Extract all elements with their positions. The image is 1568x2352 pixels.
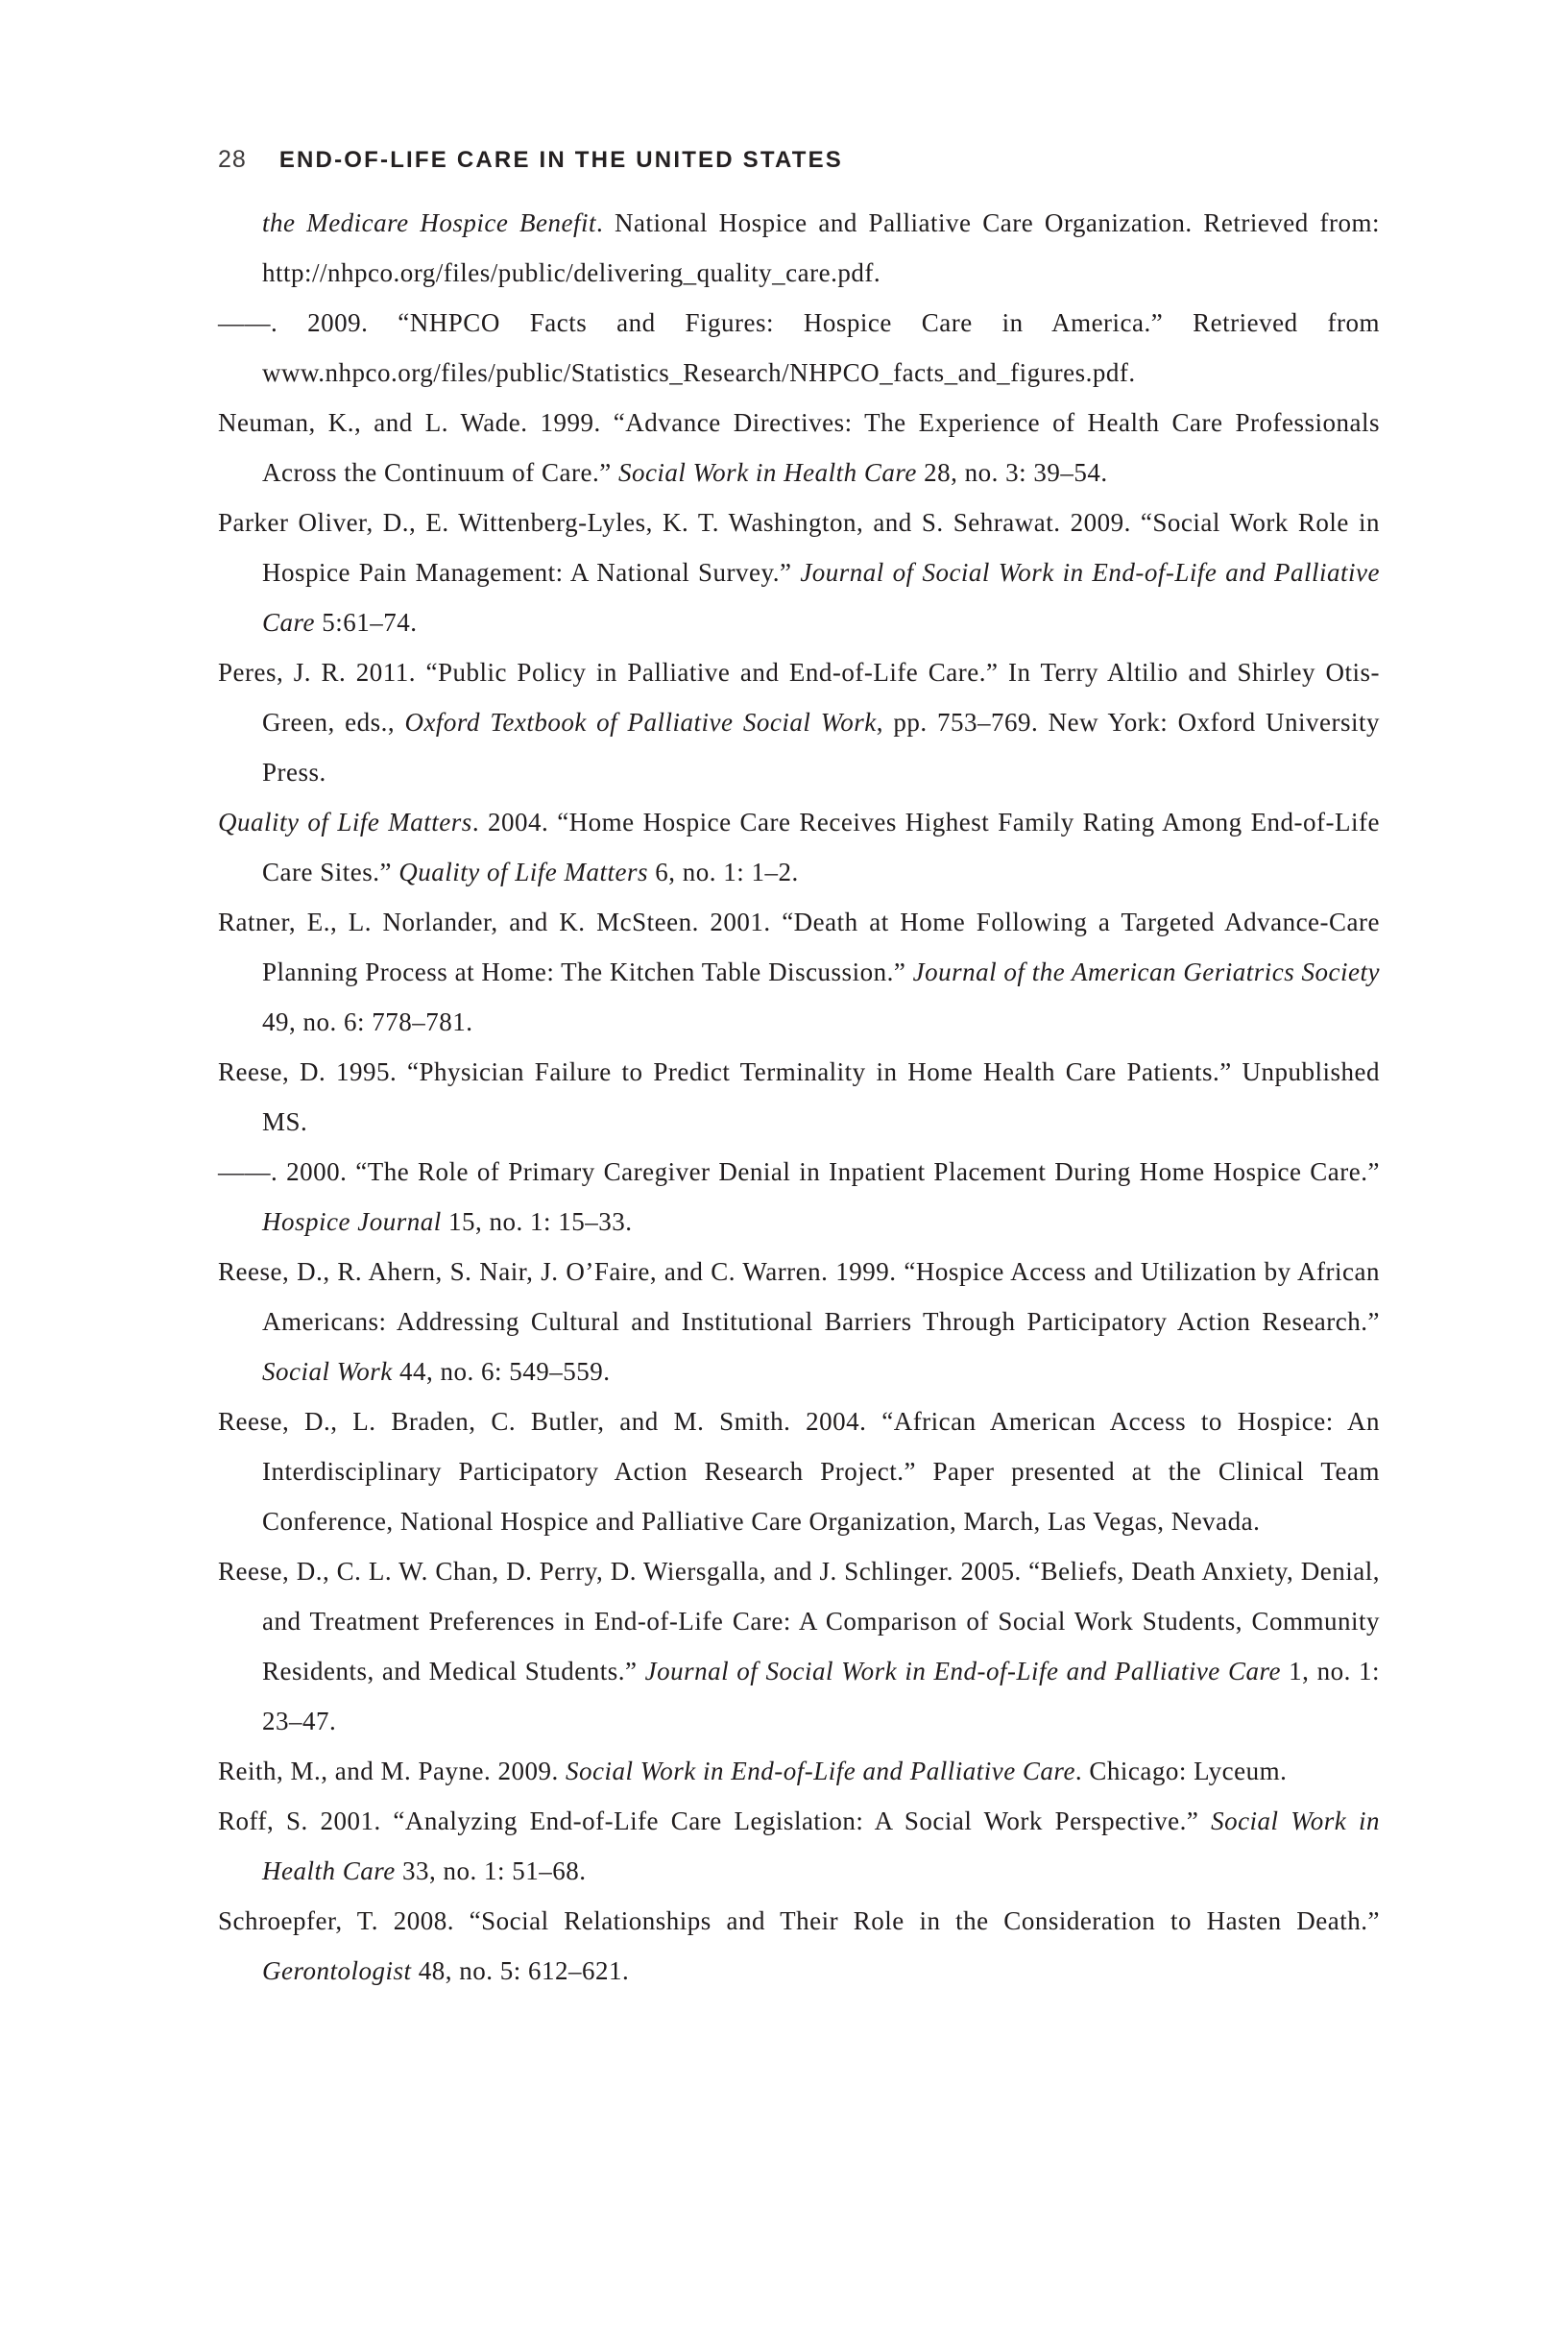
- reference-text: 1, no. 1: 23–47.: [262, 1657, 1380, 1735]
- reference-text: . Chicago: Lyceum.: [1074, 1757, 1288, 1785]
- reference-text: ——. 2009. “NHPCO Facts and Figures: Hospice Care in America.” Retrieved from www.nhpco.org/files/public/Statistics_Research/NHPCO_facts_and_figures.pdf.: [218, 308, 1380, 387]
- reference-entry: [218, 647, 1380, 797]
- reference-text: Schroepfer, T. 2008. “Social Relationships and Their Role in the Consideration to Hasten Death.”: [218, 1906, 1380, 1935]
- reference-text: 44, no. 6: 549–559.: [392, 1357, 611, 1386]
- reference-text: 33, no. 1: 51–68.: [395, 1856, 587, 1885]
- reference-work-title: Social Work in Health Care: [262, 1806, 1380, 1885]
- reference-work-title: Social Work in End-of-Life and Palliative Care: [565, 1757, 1075, 1785]
- reference-work-title: Quality of Life Matters: [398, 858, 648, 886]
- reference-entry: [218, 1746, 1380, 1796]
- reference-entry: [218, 497, 1380, 647]
- references-list: [218, 198, 1380, 1996]
- reference-text: 5:61–74.: [315, 608, 418, 637]
- reference-text: 48, no. 5: 612–621.: [411, 1956, 630, 1985]
- reference-work-title: the Medicare Hospice Benefit: [262, 208, 597, 237]
- reference-work-title: Journal of Social Work in End-of-Life and Palliative Care: [262, 558, 1380, 637]
- reference-entry: [218, 897, 1380, 1047]
- reference-text: Reese, D., R. Ahern, S. Nair, J. O’Faire, and C. Warren. 1999. “Hospice Access and Utilization by African Americans: Addressing Cultural and Institutional Barriers Through Participatory Action Research.”: [218, 1257, 1380, 1336]
- reference-work-title: Journal of Social Work in End-of-Life and Palliative Care: [644, 1657, 1281, 1685]
- reference-entry: [218, 797, 1380, 897]
- reference-text: . National Hospice and Palliative Care Organization. Retrieved from: http://nhpco.org/files/public/delivering_quality_care.pdf.: [262, 208, 1380, 287]
- reference-entry: [218, 1147, 1380, 1247]
- reference-entry: [218, 1896, 1380, 1996]
- reference-text: . 2004. “Home Hospice Care Receives Highest Family Rating Among End-of-Life Care Sites.”: [262, 808, 1381, 886]
- page-number: 28: [218, 146, 247, 173]
- reference-entry: [218, 1796, 1380, 1896]
- reference-text: ——. 2000. “The Role of Primary Caregiver Denial in Inpatient Placement During Home Hospice Care.”: [218, 1157, 1380, 1186]
- running-header: [218, 146, 843, 174]
- reference-work-title: Journal of the American Geriatrics Society: [912, 958, 1380, 986]
- reference-text: Reith, M., and M. Payne. 2009.: [218, 1757, 566, 1785]
- reference-work-title: Gerontologist: [262, 1956, 412, 1985]
- reference-text: Reese, D., C. L. W. Chan, D. Perry, D. Wiersgalla, and J. Schlinger. 2005. “Beliefs, Death Anxiety, Denial, and Treatment Preferences in End-of-Life Care: A Comparison of Social Work Students, Community Residents, and Medical Students.”: [218, 1557, 1380, 1685]
- reference-text: , pp. 753–769. New York: Oxford University Press.: [262, 708, 1380, 787]
- reference-entry: [218, 398, 1380, 497]
- reference-text: Ratner, E., L. Norlander, and K. McSteen. 2001. “Death at Home Following a Targeted Advance-Care Planning Process at Home: The Kitchen Table Discussion.”: [218, 908, 1380, 986]
- reference-text: Peres, J. R. 2011. “Public Policy in Palliative and End-of-Life Care.” In Terry Altilio and Shirley Otis-Green, eds.,: [218, 658, 1380, 737]
- reference-text: Reese, D., L. Braden, C. Butler, and M. Smith. 2004. “African American Access to Hospice: An Interdisciplinary Participatory Action Research Project.” Paper presented at the Clinical Team Conference, National Hospice and Palliative Care Organization, March, Las Vegas, Nevada.: [218, 1407, 1380, 1536]
- reference-text: Neuman, K., and L. Wade. 1999. “Advance Directives: The Experience of Health Care Professionals Across the Continuum of Care.”: [218, 408, 1380, 487]
- reference-work-title: Social Work in Health Care: [617, 458, 917, 487]
- reference-work-title: Quality of Life Matters: [218, 808, 472, 837]
- reference-entry-continuation: [218, 198, 1380, 298]
- running-head-title: END-OF-LIFE CARE IN THE UNITED STATES: [278, 147, 843, 173]
- reference-entry: [218, 1247, 1380, 1396]
- reference-text: 6, no. 1: 1–2.: [647, 858, 799, 886]
- reference-text: Parker Oliver, D., E. Wittenberg-Lyles, K. T. Washington, and S. Sehrawat. 2009. “Social Work Role in Hospice Pain Management: A National Survey.”: [218, 508, 1380, 587]
- reference-work-title: Oxford Textbook of Palliative Social Work: [404, 708, 877, 737]
- reference-text: 28, no. 3: 39–54.: [916, 458, 1108, 487]
- reference-text: 15, no. 1: 15–33.: [441, 1207, 633, 1236]
- reference-text: Reese, D. 1995. “Physician Failure to Predict Terminality in Home Health Care Patients.” Unpublished MS.: [218, 1057, 1380, 1136]
- reference-entry: [218, 1047, 1380, 1147]
- reference-work-title: Social Work: [262, 1357, 393, 1386]
- reference-work-title: Hospice Journal: [262, 1207, 442, 1236]
- reference-entry: [218, 1546, 1380, 1746]
- reference-entry: [218, 1396, 1380, 1546]
- reference-text: Roff, S. 2001. “Analyzing End-of-Life Care Legislation: A Social Work Perspective.”: [218, 1806, 1212, 1835]
- reference-text: 49, no. 6: 778–781.: [262, 1007, 473, 1036]
- reference-entry: [218, 298, 1380, 398]
